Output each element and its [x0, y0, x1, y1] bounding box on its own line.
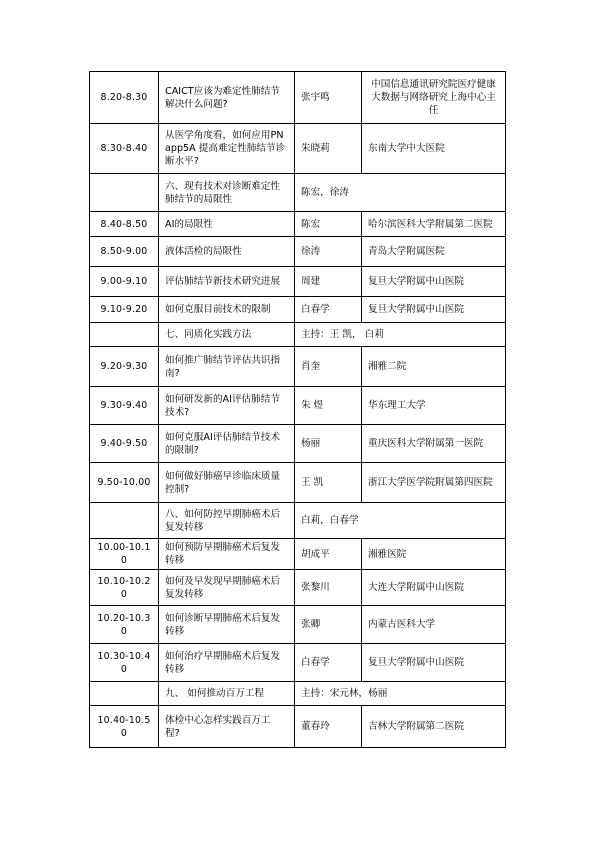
organization-cell: 吉林大学附属第二医院 — [362, 706, 506, 748]
topic-cell: CAICT应该为难定性肺结节解决什么问题? — [159, 72, 295, 124]
section-title: 八、如何防控早期肺癌术后 复发转移 — [159, 503, 295, 539]
time-cell: 8.20-8.30 — [90, 72, 159, 124]
table-row — [90, 463, 506, 503]
time-cell: 8.40-8.50 — [90, 212, 159, 237]
section-host: 陈宏，徐涛 — [295, 174, 506, 212]
section-host: 主持：宋元林，杨丽 — [295, 682, 506, 706]
section-row — [90, 503, 506, 539]
section-row — [90, 174, 506, 212]
speaker-cell: 张宇鸣 — [295, 72, 362, 124]
organization-cell: 中国信息通讯研究院医疗健康大数据与网络研究上海中心主任 — [362, 72, 506, 124]
table-row — [90, 237, 506, 267]
topic-cell: 如何及早发现早期肺癌术后 复发转移 — [159, 570, 295, 606]
speaker-cell: 朱晓莉 — [295, 124, 362, 174]
table-row — [90, 570, 506, 606]
topic-cell: 如何预防早期肺癌术后复发 转移 — [159, 539, 295, 570]
speaker-cell: 陈宏 — [295, 212, 362, 237]
table-row — [90, 706, 506, 748]
topic-cell: 如何克服目前技术的限制 — [159, 297, 295, 323]
speaker-cell: 张卿 — [295, 606, 362, 644]
organization-cell: 大连大学附属中山医院 — [362, 570, 506, 606]
section-row — [90, 682, 506, 706]
speaker-cell: 周建 — [295, 267, 362, 297]
topic-cell: 如何做好肺癌早诊临床质量 控制? — [159, 463, 295, 503]
table-row — [90, 212, 506, 237]
organization-cell: 内蒙古医科大学 — [362, 606, 506, 644]
time-cell: 9.30-9.40 — [90, 387, 159, 425]
table-row — [90, 297, 506, 323]
topic-cell: 评估肺结节新技术研究进展 — [159, 267, 295, 297]
organization-cell: 复旦大学附属中山医院 — [362, 644, 506, 682]
table-row — [90, 644, 506, 682]
table-row — [90, 387, 506, 425]
time-cell — [90, 682, 159, 706]
section-row — [90, 323, 506, 347]
time-cell: 10.00-10.10 — [90, 539, 159, 570]
table-row — [90, 606, 506, 644]
time-cell: 8.50-9.00 — [90, 237, 159, 267]
table-row — [90, 539, 506, 570]
section-title: 九、 如何推动百万工程 — [159, 682, 295, 706]
table-row — [90, 72, 506, 124]
organization-cell: 浙江大学医学院附属第四医院 — [362, 463, 506, 503]
table-row — [90, 124, 506, 174]
organization-cell: 东南大学中大医院 — [362, 124, 506, 174]
topic-cell: 体检中心怎样实践百万工 程? — [159, 706, 295, 748]
time-cell — [90, 323, 159, 347]
topic-cell: 液体活检的局限性 — [159, 237, 295, 267]
speaker-cell: 朱 煜 — [295, 387, 362, 425]
table-row — [90, 347, 506, 387]
time-cell: 10.20-10.30 — [90, 606, 159, 644]
speaker-cell: 徐涛 — [295, 237, 362, 267]
speaker-cell: 白春学 — [295, 297, 362, 323]
section-host: 主持：王 凯， 白莉 — [295, 323, 506, 347]
organization-cell: 复旦大学附属中山医院 — [362, 267, 506, 297]
time-cell: 9.00-9.10 — [90, 267, 159, 297]
table-row — [90, 267, 506, 297]
organization-cell: 湘雅二院 — [362, 347, 506, 387]
speaker-cell: 王 凯 — [295, 463, 362, 503]
section-title: 六、现有技术对诊断难定性 肺结节的局限性 — [159, 174, 295, 212]
speaker-cell: 杨丽 — [295, 425, 362, 463]
topic-cell: 如何克服AI评估肺结节技术的限制? — [159, 425, 295, 463]
topic-cell: 如何治疗早期肺癌术后复发 转移 — [159, 644, 295, 682]
topic-cell: 从医学角度看，如何应用PNapp5A 提高难定性肺结节诊断水平? — [159, 124, 295, 174]
time-cell: 9.10-9.20 — [90, 297, 159, 323]
organization-cell: 青岛大学附属医院 — [362, 237, 506, 267]
topic-cell: 如何研发新的AI评估肺结节技术? — [159, 387, 295, 425]
speaker-cell: 肖奎 — [295, 347, 362, 387]
organization-cell: 复旦大学附属中山医院 — [362, 297, 506, 323]
speaker-cell: 董春玲 — [295, 706, 362, 748]
speaker-cell: 胡成平 — [295, 539, 362, 570]
topic-cell: 如何诊断早期肺癌术后复发 转移 — [159, 606, 295, 644]
time-cell — [90, 174, 159, 212]
time-cell: 8.30-8.40 — [90, 124, 159, 174]
section-host: 白莉，白春学 — [295, 503, 506, 539]
schedule-table — [89, 71, 506, 748]
section-title: 七、同质化实践方法 — [159, 323, 295, 347]
topic-cell: AI的局限性 — [159, 212, 295, 237]
speaker-cell: 白春学 — [295, 644, 362, 682]
time-cell: 10.40-10.50 — [90, 706, 159, 748]
table-row — [90, 425, 506, 463]
speaker-cell: 张黎川 — [295, 570, 362, 606]
time-cell: 10.30-10.40 — [90, 644, 159, 682]
time-cell — [90, 503, 159, 539]
topic-cell: 如何推广肺结节评估共识指 南? — [159, 347, 295, 387]
organization-cell: 华东理工大学 — [362, 387, 506, 425]
time-cell: 9.20-9.30 — [90, 347, 159, 387]
organization-cell: 哈尔滨医科大学附属第二医院 — [362, 212, 506, 237]
time-cell: 9.40-9.50 — [90, 425, 159, 463]
time-cell: 9.50-10.00 — [90, 463, 159, 503]
organization-cell: 湘雅医院 — [362, 539, 506, 570]
time-cell: 10.10-10.20 — [90, 570, 159, 606]
organization-cell: 重庆医科大学附属第一医院 — [362, 425, 506, 463]
